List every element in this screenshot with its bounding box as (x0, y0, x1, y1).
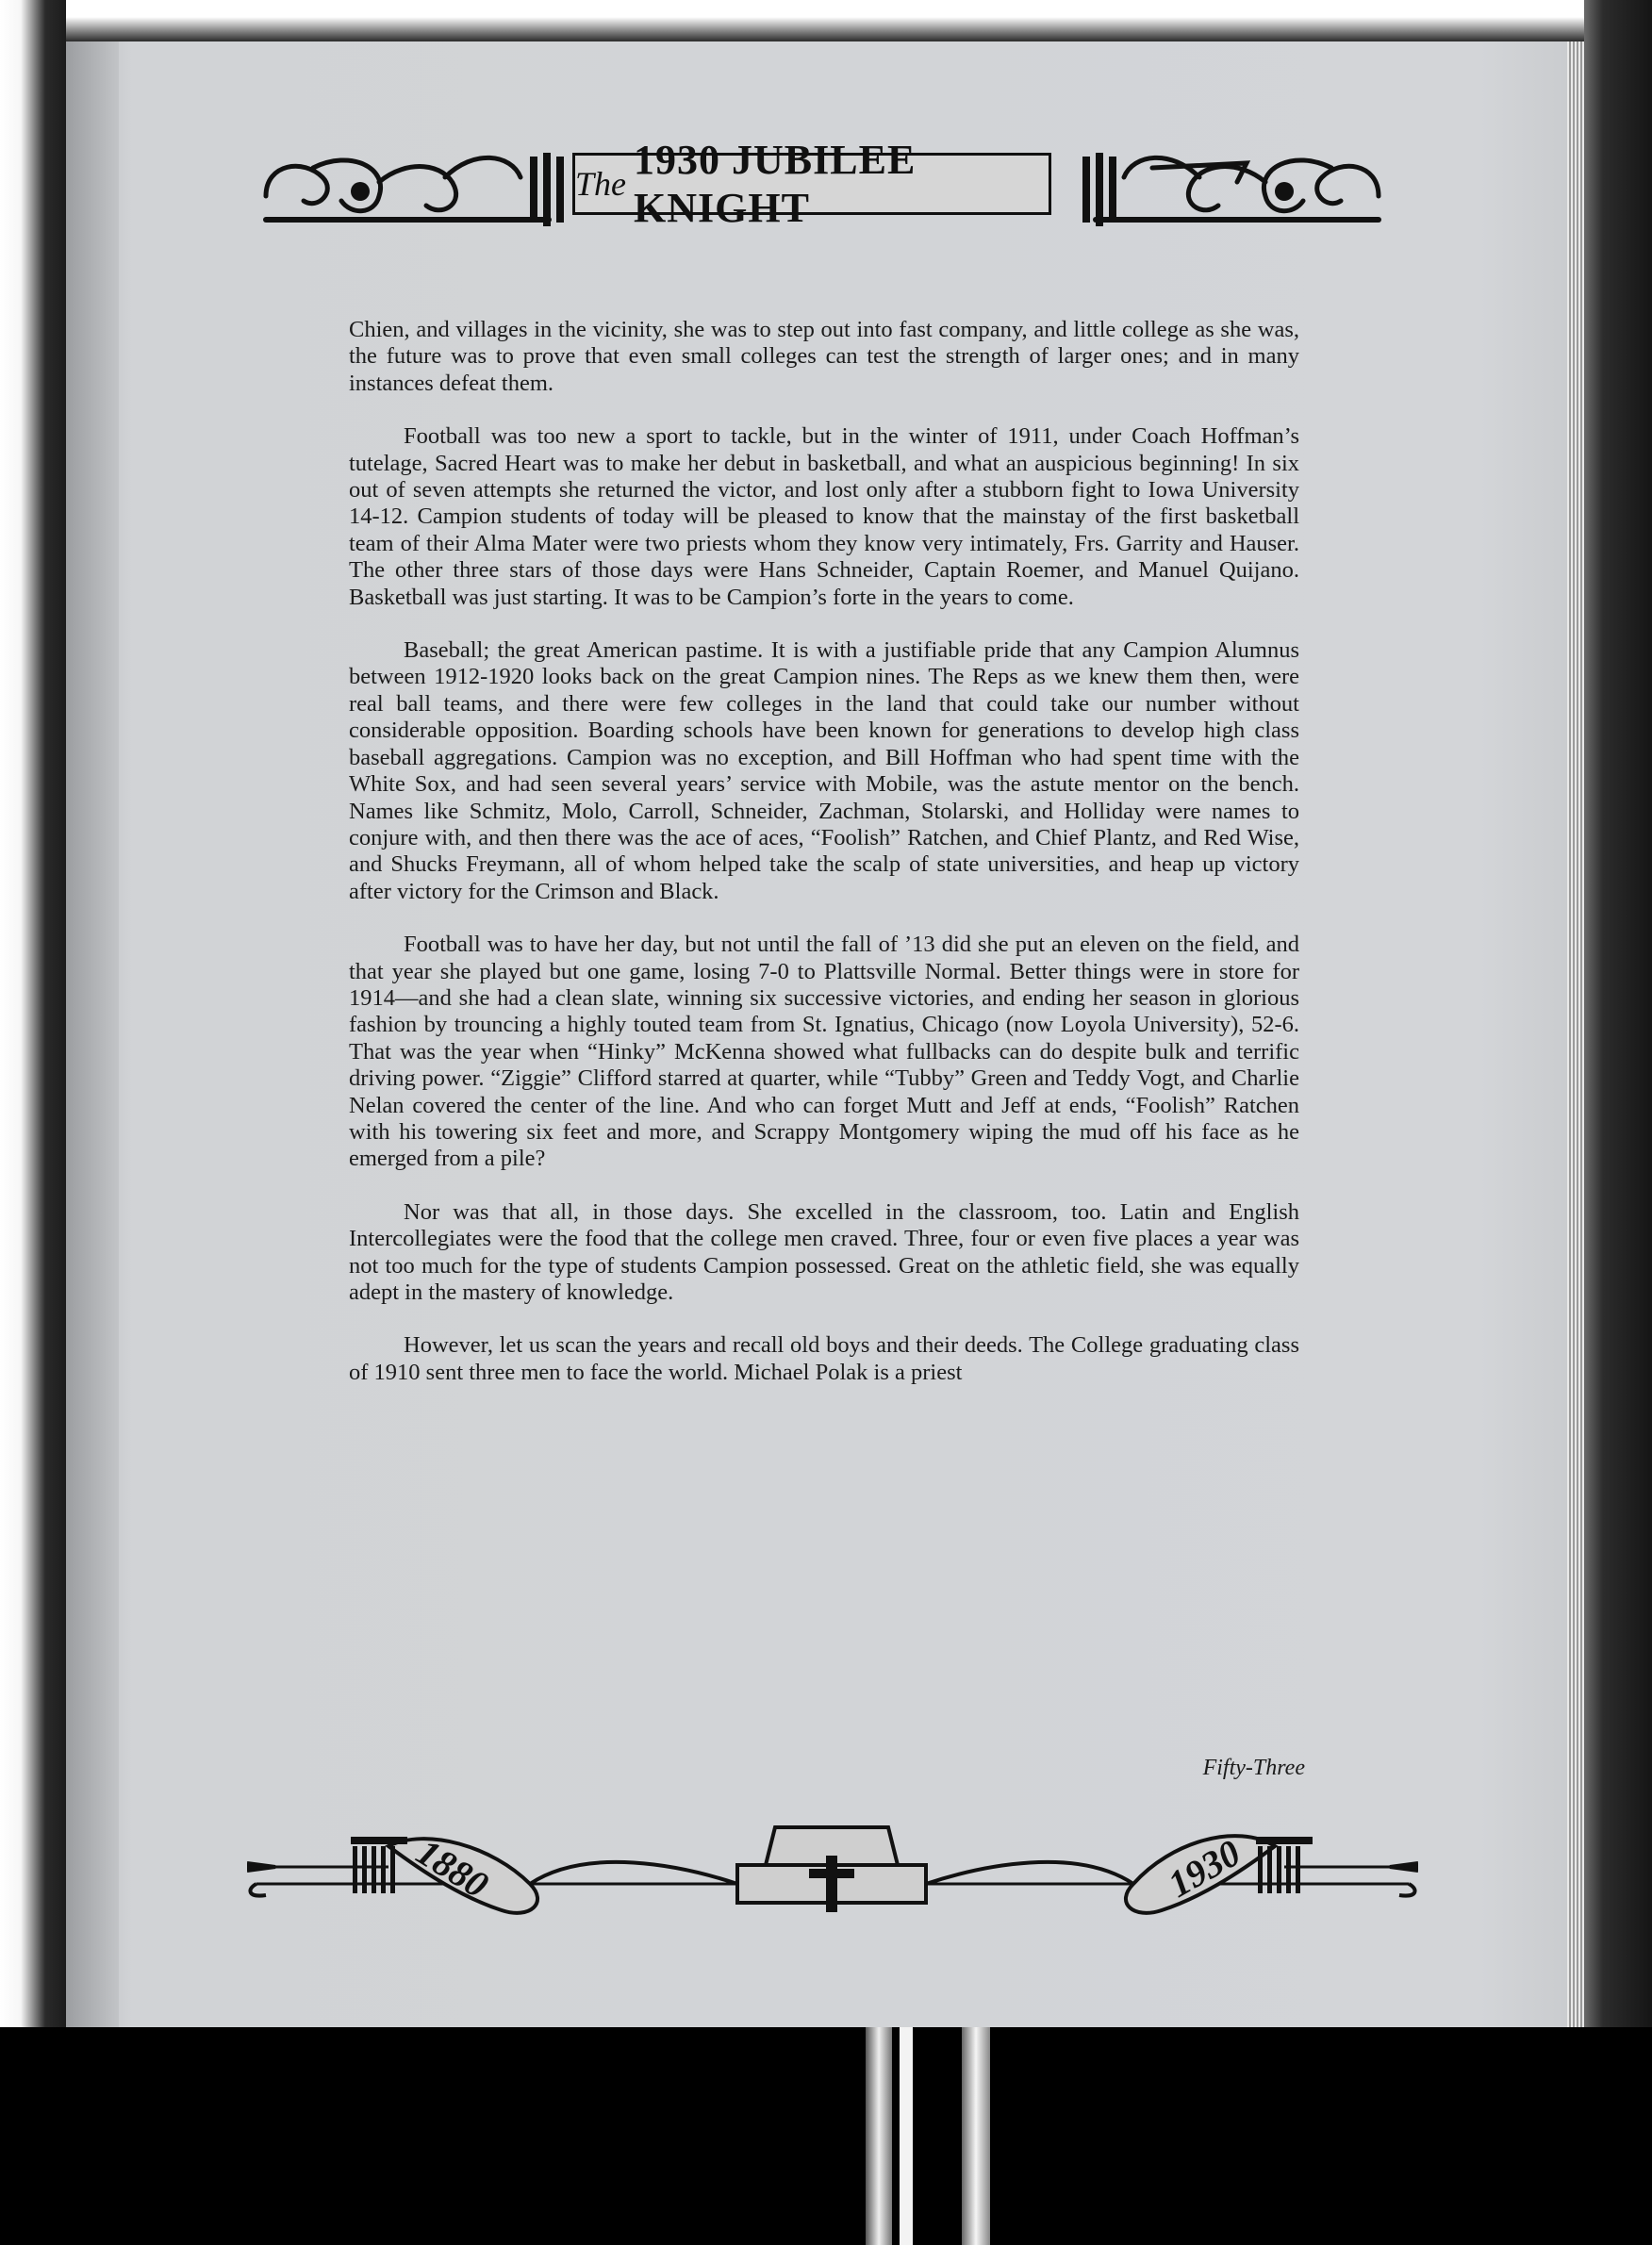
footer-year-left: 1880 (409, 1830, 496, 1907)
header-banner (247, 137, 1399, 243)
scan-right-margin (1584, 0, 1652, 2245)
page-spine-shadow (66, 41, 119, 2027)
article-body (349, 317, 1299, 1386)
paragraph: Chien, and villages in the vicinity, she was to step out into fast company, and little college as she was, the future was to prove that even small colleges can test the strength of larger ones; and in many instances defeat them. (349, 317, 1299, 396)
paragraph: Nor was that all, in those days. She excelled in the classroom, too. Latin and English Intercollegiates were the food that the college men craved. Three, four or even five places a year was not too much for the type of students Campion possessed. Great on the athletic field, she was equally adept in the mastery of knowledge. (349, 1198, 1299, 1305)
page-number: Fifty-Three (1202, 1756, 1305, 1780)
header-title: 1930 JUBILEE KNIGHT (634, 137, 917, 231)
header-title-plate (572, 137, 1051, 231)
paragraph: Football was too new a sport to tackle, but in the winter of 1911, under Coach Hoffman’s tutelage, Sacred Heart was to make her debut in basketball, and what an auspicious beginning! In six out of seven attempts she returned the victor, and lost only after a stubborn fight to Iowa University 14-12. Campion students of today will be pleased to know that the mainstay of the first basketball team of their Alma Mater were two priests whom they know very intimately, Frs. Garrity and Hauser. The other three stars of those days were Hans Schneider, Captain Roemer, and Manuel Quijano. Basketball was just starting. It was to be Campion’s forte in the years to come. (349, 423, 1299, 610)
footer-year-right: 1930 (1161, 1831, 1247, 1906)
scanner-light-bar (962, 2027, 990, 2245)
paragraph: Football was to have her day, but not until the fall of ’13 did she put an eleven on the field, and that year she played but one game, losing 7-0 to Plattsville Normal. Better things were in store for 1914—and she had a clean slate, winning six successive victories, and ending her season in glorious fashion by trouncing a highly touted team from St. Ignatius, Chicago (now Loyola University), 52-6. That was the year when “Hinky” McKenna showed what fullbacks can do despite bulk and terrific driving power. “Ziggie” Clifford starred at quarter, while “Tubby” Green and Teddy Vogt, and Charlie Nelan covered the center of the line. And who can forget Mutt and Jeff at ends, “Foolish” Ratchen with his towering six feet and more, and Scrappy Montgomery wiping the mud off his face as he emerged from a pile? (349, 932, 1299, 1172)
paragraph: Baseball; the great American pastime. It is with a justifiable pride that any Campion Alumnus between 1912-1920 looks back on the great Campion nines. The Reps as we knew them then, were real ball teams, and there were few colleges in the land that could take our number without considerable opposition. Boarding schools have been known for generations to develop high class baseball aggregations. Campion was no exception, and Bill Hoffman who had spent time with the White Sox, and had seen several years’ service with Mobile, was the astute mentor on the bench. Names like Schmitz, Molo, Carroll, Schneider, Zachman, Stolarski, and Holliday were names to conjure with, and then there was the ace of aces, “Foolish” Ratchen, and Chief Plantz, and Red Wise, and Shucks Freymann, all of whom helped take the scalp of state universities, and heap up victory after victory for the Crimson and Black. (349, 637, 1299, 904)
page-edge-stack (1567, 41, 1586, 2027)
footer-ornament (247, 1808, 1418, 1931)
header-title-the: The (575, 165, 626, 203)
scan-left-margin (0, 0, 66, 2245)
scanner-light-bar (900, 2027, 913, 2245)
scan-bottom-margin (0, 2027, 1652, 2245)
scanner-light-bar (866, 2027, 892, 2245)
paragraph: However, let us scan the years and recall old boys and their deeds. The College graduating class of 1910 sent three men to face the world. Michael Polak is a priest (349, 1332, 1299, 1385)
scan-top-margin (66, 0, 1652, 41)
